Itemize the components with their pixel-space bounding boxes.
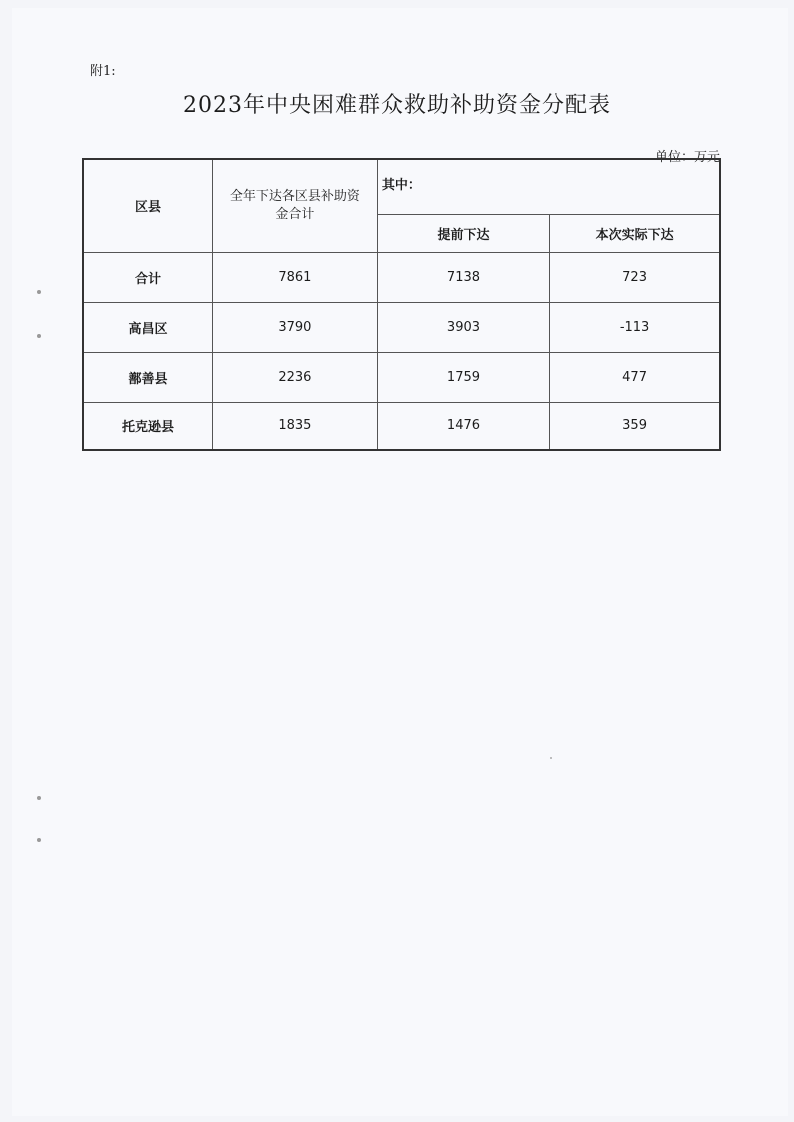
header-row: [83, 159, 720, 214]
header-of-which: 其中：: [377, 159, 720, 214]
table-row: [83, 302, 720, 352]
county-name: 鄯善县: [83, 352, 212, 402]
table-row: [83, 352, 720, 402]
actual-value: -113: [550, 302, 720, 352]
header-total-text: 全年下达各区县补助资金合计: [229, 188, 360, 222]
county-name: 托克逊县: [83, 402, 212, 450]
table-row: [83, 252, 720, 302]
advance-value: 1759: [377, 352, 549, 402]
punch-hole-mark: [37, 796, 41, 800]
advance-value: 1476: [377, 402, 549, 450]
actual-value: 723: [550, 252, 720, 302]
punch-hole-mark: [37, 290, 41, 294]
county-name: 合计: [83, 252, 212, 302]
total-value: 3790: [212, 302, 377, 352]
county-name: 高昌区: [83, 302, 212, 352]
advance-value: 7138: [377, 252, 549, 302]
document-title: 2023年中央困难群众救助补助资金分配表: [183, 93, 611, 118]
header-county: 区县: [83, 159, 212, 252]
scan-speck: [550, 757, 552, 759]
header-advance: 提前下达: [377, 214, 549, 252]
total-value: 1835: [212, 402, 377, 450]
unit-label: 单位：万元: [655, 150, 721, 165]
total-value: 2236: [212, 352, 377, 402]
allocation-table: [82, 158, 721, 451]
actual-value: 477: [550, 352, 720, 402]
total-value: 7861: [212, 252, 377, 302]
actual-value: 359: [550, 402, 720, 450]
header-actual: 本次实际下达: [550, 214, 720, 252]
attachment-label: 附1:: [90, 64, 116, 79]
header-total: [212, 159, 377, 252]
advance-value: 3903: [377, 302, 549, 352]
punch-hole-mark: [37, 334, 41, 338]
punch-hole-mark: [37, 838, 41, 842]
table-row: [83, 402, 720, 450]
